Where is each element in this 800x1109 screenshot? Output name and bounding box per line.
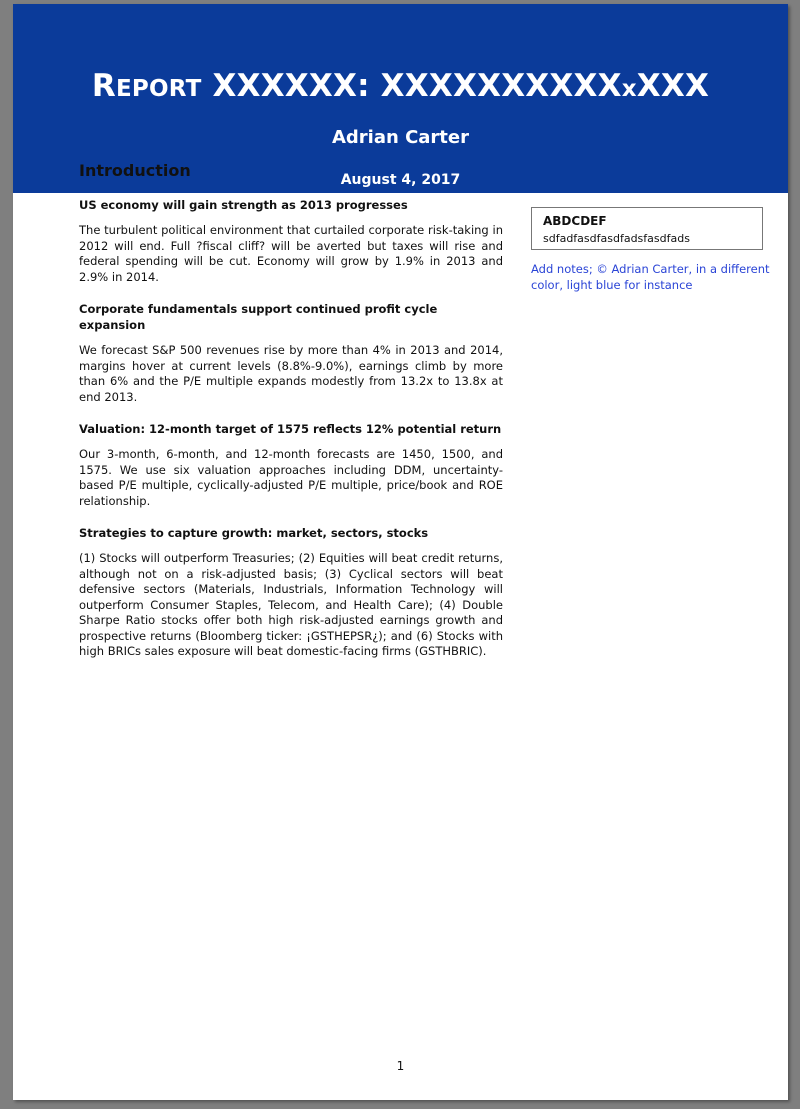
title-banner (13, 4, 788, 193)
document-page (13, 4, 788, 1100)
section-body: (1) Stocks will outperform Treasuries; (2) Equities will beat credit returns, although not on a risk-adjusted basis; (3) Cyclical sectors will beat defensive sectors (Materials, Industrials, Information Technology will outperform Consumer Staples, Telecom, and Health Care); (4) Double Sharpe Ratio stocks offer both high risk-adjusted earnings growth and prospective returns (Bloomberg ticker: ¡GSTHEPSR¿); and (6) Stocks with high BRICs sales exposure will beat domestic-facing firms (GSTHBRIC). (79, 551, 503, 658)
section-heading: Corporate fundamentals support continued profit cycle expansion (79, 302, 438, 332)
author-name: Adrian Carter (331, 127, 469, 148)
report-date: August 4, 2017 (340, 172, 461, 188)
page-number: 1 (396, 1059, 405, 1073)
sidebar-box-title: ABDCDEF (543, 214, 607, 228)
sidebar-box (531, 207, 763, 250)
title-end: XXX (636, 68, 710, 104)
section-title: Introduction (79, 161, 191, 180)
section-valuation (79, 421, 503, 509)
title-initial: R (91, 68, 116, 104)
section-body: Our 3-month, 6-month, and 12-month forecasts are 1450, 1500, and 1575. We use six valuation approaches including DDM, uncertainty-based P/E multiple, cyclically-adjusted P/E multiple, price/book and ROE relationship. (79, 447, 503, 508)
report-title (13, 66, 788, 109)
section-body: The turbulent political environment that curtailed corporate risk-taking in 2012 will end. Full ?fiscal cliff? will be averted but taxes will rise and federal spending will be cut. Economy will grow by 1.9% in 2013 and 2.9% in 2014. (79, 223, 503, 284)
section-strategies (79, 525, 503, 660)
sidebar-note: Add notes; © Adrian Carter, in a different color, light blue for instance (531, 262, 770, 292)
title-small-x: x (621, 76, 637, 102)
main-column (79, 197, 503, 676)
title-main: XXXXXX: XXXXXXXXXX (201, 68, 622, 104)
section-heading: Valuation: 12-month target of 1575 reflects 12% potential return (79, 422, 502, 436)
section-heading: US economy will gain strength as 2013 progresses (79, 198, 408, 212)
section-fundamentals (79, 301, 503, 405)
section-economy (79, 197, 503, 285)
section-heading: Strategies to capture growth: market, sectors, stocks (79, 526, 429, 540)
title-smallcaps: EPORT (116, 76, 202, 102)
section-body: We forecast S&P 500 revenues rise by more than 4% in 2013 and 2014, margins hover at current levels (8.8%-9.0%), earnings climb by more than 6% and the P/E multiple expands modestly from 13.2x to 13.8x at end 2013. (79, 343, 503, 404)
sidebar-box-text: sdfadfasdfasdfadsfasdfads (543, 232, 690, 245)
